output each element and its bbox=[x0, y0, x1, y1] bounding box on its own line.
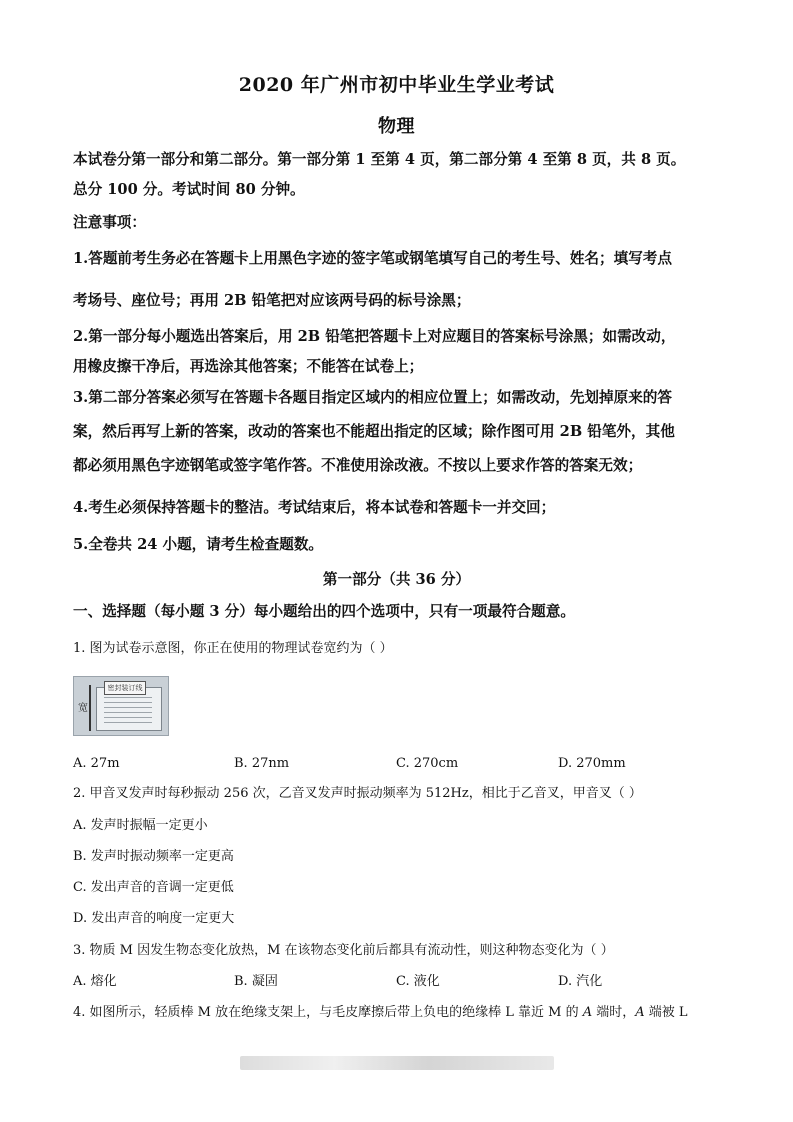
note-4: 4.考生必须保持答题卡的整洁。考试结束后，将本试卷和答题卡一并交回； bbox=[73, 499, 556, 516]
note-1b: 考场号、座位号；再用 2B 铅笔把对应该两号码的标号涂黑； bbox=[73, 292, 471, 309]
q2-stem: 2. 甲音叉发声时每秒振动 256 次，乙音叉发声时振动频率为 512Hz，相比于乙音叉，甲音叉（ ） bbox=[73, 786, 642, 801]
q2-option-a: A. 发声时振幅一定更小 bbox=[73, 818, 208, 833]
q4-stem bbox=[73, 1004, 733, 1022]
q1-option-b: B. 27nm bbox=[234, 756, 290, 771]
q3-option-d: D. 汽化 bbox=[558, 974, 603, 989]
q2-option-d: D. 发出声音的响度一定更大 bbox=[73, 911, 235, 926]
note-1a: 1.答题前考生务必在答题卡上用黑色字迹的签字笔或钢笔填写自己的考生号、姓名；填写考点 bbox=[73, 250, 672, 267]
intro-line-1: 本试卷分第一部分和第二部分。第一部分第 1 至第 4 页，第二部分第 4 至第 8 页，共 8 页。 bbox=[73, 151, 686, 168]
q1-option-c: C. 270cm bbox=[396, 756, 459, 771]
note-5: 5.全卷共 24 小题，请考生检查题数。 bbox=[73, 536, 324, 553]
subject-title: 物理 bbox=[378, 116, 415, 137]
q1-option-d: D. 270mm bbox=[558, 756, 626, 771]
note-3a: 3.第二部分答案必须写在答题卡各题目指定区域内的相应位置上；如需改动，先划掉原来的答 bbox=[73, 389, 672, 406]
note-2b: 用橡皮擦干净后，再选涂其他答案；不能答在试卷上； bbox=[73, 358, 424, 375]
exam-paper-figure bbox=[73, 676, 169, 736]
figure-stamp: 密封装订线 bbox=[104, 681, 146, 695]
q4-stem-part2: 端时， bbox=[592, 1005, 636, 1020]
note-2a: 2.第一部分每小题选出答案后，用 2B 铅笔把答题卡上对应题目的答案标号涂黑；如需改动， bbox=[73, 328, 676, 345]
q1-stem: 1. 图为试卷示意图，你正在使用的物理试卷宽约为（ ） bbox=[73, 641, 393, 656]
notice-title: 注意事项： bbox=[73, 214, 146, 231]
q2-option-b: B. 发声时振动频率一定更高 bbox=[73, 849, 234, 864]
q3-stem: 3. 物质 M 因发生物态变化放热，M 在该物态变化前后都具有流动性，则这种物态变化为（ ） bbox=[73, 943, 614, 958]
q2-option-c: C. 发出声音的音调一定更低 bbox=[73, 880, 234, 895]
figure-width-label: 宽 bbox=[78, 703, 88, 714]
q4-var-a1: A bbox=[582, 1005, 593, 1020]
q1-option-a: A. 27m bbox=[73, 756, 120, 771]
q4-var-a2: A bbox=[635, 1005, 645, 1020]
part1-heading: 第一部分（共 36 分） bbox=[322, 571, 471, 588]
q3-option-c: C. 液化 bbox=[396, 974, 440, 989]
exam-title: 2020 年广州市初中毕业生学业考试 bbox=[238, 74, 555, 96]
width-arrow-icon bbox=[89, 685, 91, 731]
intro-line-2: 总分 100 分。考试时间 80 分钟。 bbox=[73, 181, 305, 198]
blurred-footer bbox=[240, 1056, 554, 1070]
note-3b: 案，然后再写上新的答案，改动的答案也不能超出指定的区域；除作图可用 2B 铅笔外，其他 bbox=[73, 423, 675, 440]
note-3c: 都必须用黑色字迹钢笔或签字笔作答。不准使用涂改液。不按以上要求作答的答案无效； bbox=[73, 457, 643, 474]
q4-stem-part3: 端被 L bbox=[644, 1005, 688, 1020]
q3-option-b: B. 凝固 bbox=[234, 974, 278, 989]
q3-option-a: A. 熔化 bbox=[73, 974, 117, 989]
text-lines bbox=[104, 697, 152, 723]
section-heading: 一、选择题（每小题 3 分）每小题给出的四个选项中，只有一项最符合题意。 bbox=[73, 603, 575, 620]
q4-stem-part1: 4. 如图所示，轻质棒 M 放在绝缘支架上，与毛皮摩擦后带上负电的绝缘棒 L 靠近 M 的 bbox=[73, 1005, 583, 1020]
